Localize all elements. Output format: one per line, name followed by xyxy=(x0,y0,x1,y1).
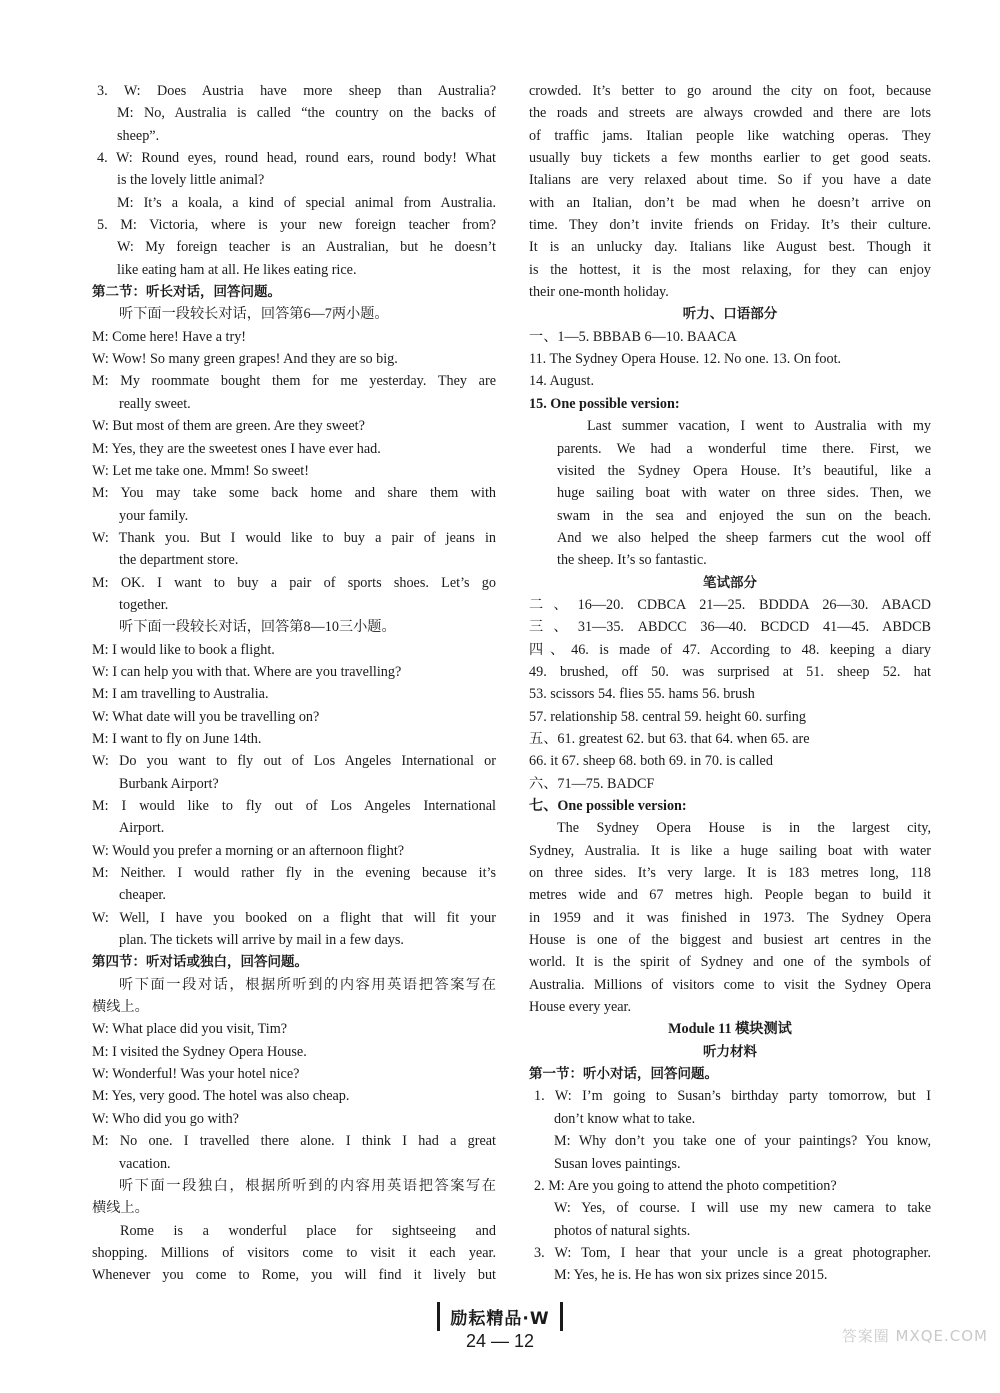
text-line: 15. One possible version: xyxy=(529,395,680,412)
text-line: M: Neither. I would rather fly in the evening because it’s xyxy=(92,865,496,882)
text-line: It is an unlucky day. Italians like August best. Though it xyxy=(529,239,931,256)
text-line: W: Wow! So many green grapes! And they are so big. xyxy=(92,351,398,368)
text-line: 六、71—75. BADCF xyxy=(529,775,655,792)
text-line: M: I would like to book a flight. xyxy=(92,641,275,658)
text-line: W: Yes, of course. I will use my new camera to take xyxy=(554,1200,931,1217)
text-line: 四、46. is made of 47. According to 48. keeping a diary xyxy=(529,641,931,658)
text-line: And we also helped the sheep farmers cut the wool off xyxy=(557,529,931,546)
text-line: The Sydney Opera House is in the largest city, xyxy=(557,820,931,837)
text-line: W: Wonderful! Was your hotel nice? xyxy=(92,1066,300,1083)
text-line: crowded. It’s better to go around the city on foot, because xyxy=(529,83,931,99)
text-line: cheaper. xyxy=(119,887,166,904)
text-line: 11. The Sydney Opera House. 12. No one. 13. On foot. xyxy=(529,351,842,368)
text-line: M: You may take some back home and share them with xyxy=(92,485,496,502)
text-line: W: Who did you go with? xyxy=(92,1110,239,1127)
text-line: 听下面一段独白，根据所听到的内容用英语把答案写在 xyxy=(119,1177,496,1194)
text-line: 66. it 67. sheep 68. both 69. in 70. is called xyxy=(529,753,773,770)
text-line: W: Do you want to fly out of Los Angeles International or xyxy=(92,753,496,770)
text-line: 二、16—20. CDBCA 21—25. BDDDA 26—30. ABACD xyxy=(529,596,931,613)
text-line: on three sides. It’s very large. It is 183 metres long, 118 xyxy=(529,865,931,882)
text-line: W: Thank you. But I would like to buy a pair of jeans in xyxy=(92,529,496,546)
text-line: huge sailing boat with water on three sides. Then, we xyxy=(557,485,931,502)
text-line: Rome is a wonderful place for sightseeing and xyxy=(120,1222,496,1239)
text-line: 2. M: Are you going to attend the photo competition? xyxy=(534,1177,837,1194)
text-line: W: What place did you visit, Tim? xyxy=(92,1021,288,1038)
text-line: M: Why don’t you take one of your paintings? You know, xyxy=(554,1133,931,1150)
text-line: 53. scissors 54. flies 55. hams 56. brush xyxy=(529,686,755,703)
text-line: 49. brushed, off 50. was surprised at 51. sheep 52. hat xyxy=(529,663,931,680)
text-line: sheep”. xyxy=(117,127,160,144)
text-line: usually buy tickets a few months earlier to get good seats. xyxy=(529,150,931,167)
text-line: 听下面一段对话，根据所听到的内容用英语把答案写在 xyxy=(119,976,496,993)
text-line: House every year. xyxy=(529,999,632,1016)
text-line: plan. The tickets will arrive by mail in a few days. xyxy=(119,932,404,949)
text-line: M: I am travelling to Australia. xyxy=(92,686,269,703)
text-line: W: My foreign teacher is an Australian, but he doesn’t xyxy=(117,239,496,256)
text-line: time. They don’t invite friends on Friday. It’s their culture. xyxy=(529,217,931,234)
text-line: W: But most of them are green. Are they sweet? xyxy=(92,418,365,435)
text-line: W: What date will you be travelling on? xyxy=(92,708,320,725)
text-line: swam in the sea and enjoyed the sun on the beach. xyxy=(557,507,931,524)
text-line: 笔试部分 xyxy=(703,574,757,591)
text-line: the department store. xyxy=(119,552,239,569)
text-line: Burbank Airport? xyxy=(119,775,219,792)
text-line: 第四节：听对话或独白，回答问题。 xyxy=(92,954,308,971)
text-line: House is one of the biggest and busiest art centres in the xyxy=(529,932,931,949)
text-line: in 1959 and it was finished in 1973. The Sydney Opera xyxy=(529,909,931,926)
text-line: Whenever you come to Rome, you will find it lively but xyxy=(92,1267,496,1284)
text-line: Last summer vacation, I went to Australia with my xyxy=(587,418,931,435)
brand-logo: 励耘精品·W xyxy=(437,1302,562,1331)
text-line: the roads and streets are always crowded and there are lots xyxy=(529,105,931,122)
text-line: M: Yes, they are the sweetest ones I have ever had. xyxy=(92,440,381,457)
text-line: Airport. xyxy=(119,820,165,837)
watermark: 答案圈 MXQE.COM xyxy=(841,1327,988,1345)
text-line: Susan loves paintings. xyxy=(554,1155,681,1172)
text-line: don’t know what to take. xyxy=(554,1110,696,1127)
text-line: W: Let me take one. Mmm! So sweet! xyxy=(92,462,309,479)
text-line: 一、1—5. BBBAB 6—10. BAACA xyxy=(529,328,737,345)
left-column xyxy=(92,80,496,1287)
text-line: 七、One possible version: xyxy=(529,798,687,814)
text-line: 1. W: I’m going to Susan’s birthday party tomorrow, but I xyxy=(534,1088,931,1105)
text-line: Module 11 模块测试 xyxy=(668,1021,792,1038)
text-line: 第一节：听小对话，回答问题。 xyxy=(529,1066,718,1083)
text-line: shopping. Millions of visitors come to visit it each year. xyxy=(92,1244,496,1261)
text-line: M: Yes, he is. He has won six prizes since 2015. xyxy=(554,1267,828,1284)
text-line: M: No, Australia is called “the country on the backs of xyxy=(117,105,496,122)
text-line: metres wide and 67 metres high. People began to build it xyxy=(529,887,931,904)
text-line: visited the Sydney Opera House. It’s beautiful, like a xyxy=(557,462,931,479)
text-line: M: No one. I travelled there alone. I think I had a great xyxy=(92,1133,496,1150)
text-line: 14. August. xyxy=(529,373,595,390)
text-line: is the hottest, it is the most relaxing, for they can enjoy xyxy=(529,261,931,278)
text-line: of traffic jams. Italian people like watching operas. They xyxy=(529,127,931,144)
text-line: 4. W: Round eyes, round head, round ears, round body! What xyxy=(97,150,496,167)
text-line: together. xyxy=(119,596,169,613)
text-line: 横线上。 xyxy=(92,1200,149,1217)
text-line: really sweet. xyxy=(119,395,191,412)
text-line: W: Would you prefer a morning or an afternoon flight? xyxy=(92,842,405,859)
text-line: vacation. xyxy=(119,1155,171,1172)
text-line: the sheep. It’s so fantastic. xyxy=(557,552,707,569)
text-line: M: Come here! Have a try! xyxy=(92,328,247,345)
right-column xyxy=(529,80,931,1287)
text-line: Australia. Millions of visitors come to visit the Sydney Opera xyxy=(529,976,931,993)
text-line: W: Well, I have you booked on a flight that will fit your xyxy=(92,909,496,926)
text-line: 57. relationship 58. central 59. height 60. surfing xyxy=(529,708,806,725)
text-line: is the lovely little animal? xyxy=(117,172,265,189)
text-line: 听下面一段较长对话，回答第8—10三小题。 xyxy=(119,619,396,636)
text-line: 三、31—35. ABDCC 36—40. BCDCD 41—45. ABDCB xyxy=(529,619,931,636)
text-line: parents. We had a wonderful time there. First, we xyxy=(557,440,931,457)
text-line: 听力材料 xyxy=(703,1043,757,1060)
text-line: 五、61. greatest 62. but 63. that 64. when 65. are xyxy=(529,730,810,747)
text-line: M: Yes, very good. The hotel was also cheap. xyxy=(92,1088,350,1105)
text-line: M: OK. I want to buy a pair of sports shoes. Let’s go xyxy=(92,574,496,591)
text-line: M: It’s a koala, a kind of special animal from Australia. xyxy=(117,194,496,211)
text-line: like eating ham at all. He likes eating rice. xyxy=(117,261,357,278)
text-line: 3. W: Does Austria have more sheep than Australia? xyxy=(97,83,496,99)
text-line: their one-month holiday. xyxy=(529,284,669,301)
text-line: 听力、口语部分 xyxy=(682,306,778,323)
text-line: 第二节：听长对话，回答问题。 xyxy=(92,284,281,301)
text-line: your family. xyxy=(119,507,189,524)
text-line: photos of natural sights. xyxy=(554,1222,691,1239)
text-line: M: I would like to fly out of Los Angeles International xyxy=(92,798,496,814)
text-line: with an Italian, don’t be mad when he doesn’t arrive on xyxy=(529,194,931,211)
text-line: M: I visited the Sydney Opera House. xyxy=(92,1043,307,1060)
text-line: W: I can help you with that. Where are you travelling? xyxy=(92,663,402,680)
text-line: 5. M: Victoria, where is your new foreign teacher from? xyxy=(97,217,496,234)
page-number: 24 — 12 xyxy=(465,1331,535,1351)
text-line: M: My roommate bought them for me yesterday. They are xyxy=(92,373,496,390)
text-line: 3. W: Tom, I hear that your uncle is a great photographer. xyxy=(534,1244,931,1261)
text-line: 横线上。 xyxy=(92,999,149,1016)
text-line: world. It is the spirit of Sydney and one of the symbols of xyxy=(529,954,931,971)
text-line: Sydney, Australia. It is like a huge sailing boat with water xyxy=(529,842,931,859)
text-line: Italians are very relaxed about time. So if you have a date xyxy=(529,172,931,189)
text-line: 听下面一段较长对话，回答第6—7两小题。 xyxy=(119,306,389,323)
text-line: M: I want to fly on June 14th. xyxy=(92,730,262,747)
